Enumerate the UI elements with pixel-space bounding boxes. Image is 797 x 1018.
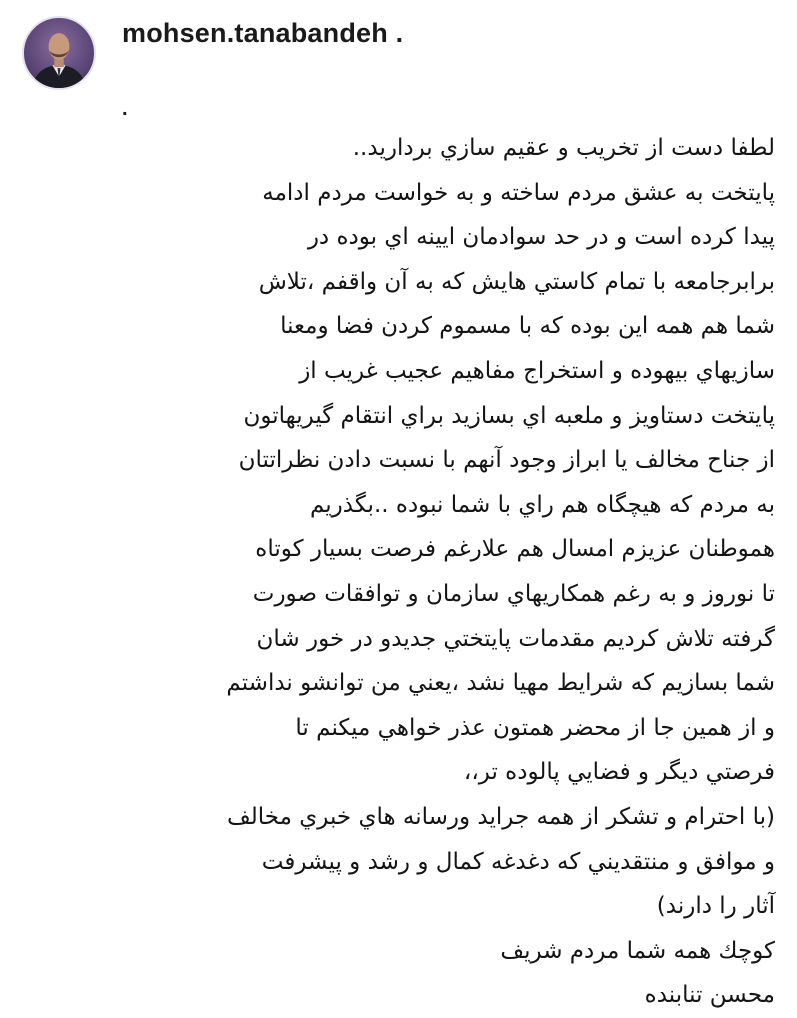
caption-line: و موافق و منتقديني كه دغدغه كمال و رشد و پيشرفت bbox=[261, 848, 775, 875]
caption-line: پايتخت دستاويز و ملعبه اي بسازيد براي انتقام گيريهاتون bbox=[243, 402, 775, 429]
post-username[interactable]: mohsen.tanabandeh . bbox=[122, 18, 404, 48]
caption-line: پايتخت به عشق مردم ساخته و به خواست مردم ادامه bbox=[262, 179, 775, 206]
caption-line: شما بسازيم كه شرايط مهيا نشد ،يعني من توانشو نداشتم bbox=[226, 670, 775, 697]
caption-line: تا نوروز و به رغم همكاريهاي سازمان و توافقات صورت bbox=[252, 580, 775, 607]
post-header bbox=[22, 12, 782, 92]
post-caption bbox=[95, 126, 775, 1018]
caption-line: فرصتي ديگر و فضايي پالوده تر،، bbox=[463, 759, 775, 786]
caption-line: لطفا دست از تخريب و عقيم سازي برداريد.. bbox=[352, 135, 775, 161]
caption-line: گرفته تلاش كرديم مقدمات پايتختي جديدو در خور شان bbox=[256, 625, 775, 652]
avatar[interactable] bbox=[22, 16, 96, 90]
caption-line: هموطنان عزيزم امسال هم علارغم فرصت بسيار كوتاه bbox=[255, 536, 775, 563]
caption-line: شما هم همه اين بوده كه با مسموم كردن فضا ومعنا bbox=[280, 313, 775, 340]
caption-line: سازيهاي بيهوده و استخراج مفاهيم عجيب غريب از bbox=[299, 357, 775, 384]
caption-line: از جناح مخالف يا ابراز وجود آنهم با نسبت دادن نظراتتان bbox=[238, 447, 775, 474]
caption-line: به مردم كه هيچگاه هم راي با شما نبوده ..بگذريم bbox=[309, 491, 775, 518]
caption-line: و از همين جا از محضر همتون عذر خواهي ميكنم تا bbox=[295, 714, 775, 741]
caption-line: (با احترام و تشكر از همه جرايد ورسانه هاي خبري مخالف bbox=[226, 803, 775, 830]
caption-signature: محسن تنابنده bbox=[644, 982, 775, 1009]
avatar-photo bbox=[24, 18, 94, 88]
caption-line: آثار را دارند) bbox=[656, 893, 775, 920]
caption-line: كوچك همه شما مردم شريف bbox=[500, 937, 775, 964]
caption-line: پيدا كرده است و در حد سوادمان ايينه اي بوده در bbox=[307, 224, 775, 251]
caption-separator-dot: . bbox=[122, 98, 128, 120]
caption-line: برابرجامعه با تمام كاستي هايش كه به آن واقفم ،تلاش bbox=[258, 268, 775, 295]
